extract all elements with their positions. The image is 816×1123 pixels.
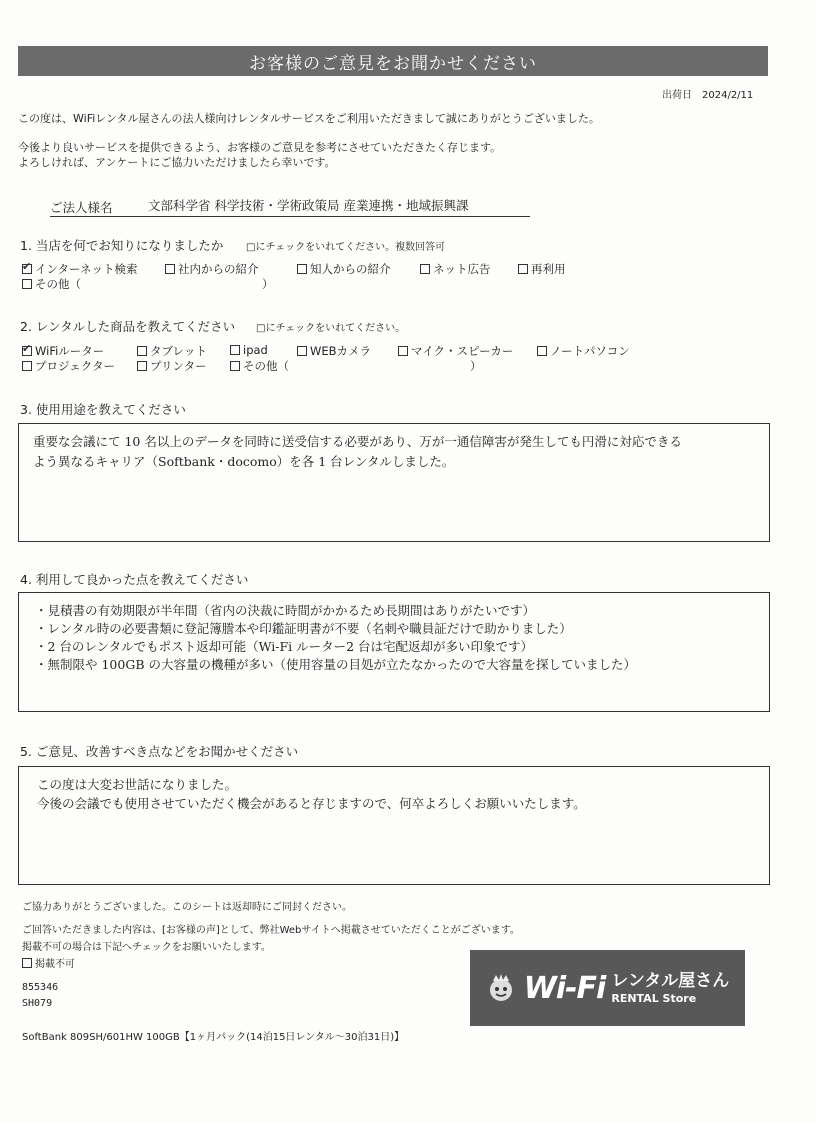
q1-option-reuse[interactable]: 再利用	[518, 261, 566, 277]
q2-option-mic-speaker[interactable]: マイク・スピーカー	[398, 343, 513, 359]
checkbox-icon	[22, 279, 32, 289]
ship-date: 出荷日 2024/2/11	[662, 90, 754, 101]
checkbox-icon	[420, 264, 430, 274]
checkbox-icon	[137, 361, 147, 371]
footer-thanks: ご協力ありがとうございました。このシートは返却時にご同封ください。	[22, 902, 352, 913]
q2-option-wifi-router[interactable]: ✔ WiFiルーター	[22, 342, 105, 358]
checkbox-checked-icon: ✔	[22, 260, 32, 273]
q1-option-friend-referral[interactable]: 知人からの紹介	[297, 261, 391, 277]
checkbox-icon	[230, 361, 240, 371]
refuse-publish-checkbox[interactable]: 掲載不可	[22, 955, 75, 970]
logo-en-text: RENTAL Store	[611, 991, 697, 1005]
q1-note: □にチェックをいれてください。複数回答可	[246, 242, 446, 253]
logo-wifi-text: Wi-Fi	[523, 970, 606, 1006]
q2-option-web-camera[interactable]: WEBカメラ	[297, 343, 371, 359]
q3-title: 3. 使用用途を教えてください	[20, 402, 186, 417]
checkbox-icon	[518, 264, 528, 274]
q2-option-printer[interactable]: プリンター	[137, 358, 207, 374]
checkbox-icon	[165, 264, 175, 274]
checkbox-icon	[297, 346, 307, 356]
corporate-name-value: 文部科学省 科学技術・学術政策局 産業連携・地域振興課	[148, 198, 469, 213]
q2-option-other[interactable]: その他（	[230, 358, 289, 374]
shop-code: SH079	[22, 998, 53, 1009]
q5-title: 5. ご意見、改善すべき点などをお聞かせください	[20, 744, 299, 759]
checkbox-icon	[398, 346, 408, 356]
q2-other-close: ）	[470, 359, 482, 373]
q3-answer-box[interactable]	[18, 423, 770, 542]
checkbox-icon	[22, 958, 32, 968]
intro-line-1: この度は、WiFiレンタル屋さんの法人様向けレンタルサービスをご利用いただきまして誠にありがとうございました。	[18, 112, 600, 125]
q3-answer-line-2: よう異なるキャリア（Softbank・docomo）を各 1 台レンタルしました。	[33, 454, 455, 469]
q1-option-internal-referral[interactable]: 社内からの紹介	[165, 261, 259, 277]
checkbox-icon	[22, 361, 32, 371]
q1-option-internet-search[interactable]: ✔ インターネット検索	[22, 260, 138, 276]
q2-title: 2. レンタルした商品を教えてください	[20, 319, 236, 334]
product-line: SoftBank 809SH/601HW 100GB【1ヶ月パック(14泊15日レンタル～30泊31日)】	[22, 1032, 405, 1043]
q1-option-other[interactable]: その他（	[22, 276, 81, 292]
logo-jp-text: レンタル屋さん	[611, 970, 730, 991]
corporate-name-field[interactable]	[50, 196, 530, 217]
form-title: お客様のご意見をお聞かせください	[18, 46, 768, 76]
q5-answer-line-1: この度は大変お世話になりました。	[37, 777, 238, 792]
intro-line-2: 今後より良いサービスを提供できるよう、お客様のご意見を参考にさせていただきたく存じます。	[18, 141, 502, 154]
checkbox-checked-icon: ✔	[22, 342, 32, 355]
footer-publish-refuse: 掲載不可の場合は下記へチェックをお願いいたします。	[22, 942, 271, 953]
q1-option-net-ad[interactable]: ネット広告	[420, 261, 491, 277]
q4-answer-box[interactable]	[18, 592, 770, 712]
q3-answer-line-1: 重要な会議にて 10 名以上のデータを同時に送受信する必要があり、万が一通信障害が発生しても円滑に対応できる	[33, 434, 682, 449]
checkbox-icon	[230, 345, 240, 355]
q5-answer-box[interactable]	[18, 766, 770, 885]
wifi-rental-store-logo	[470, 950, 745, 1026]
mascot-icon	[486, 973, 516, 1003]
q4-item: ・2 台のレンタルでもポスト返却可能（Wi-Fi ルーター2 台は宅配返却が多い印象です）	[35, 639, 534, 654]
q4-title: 4. 利用して良かった点を教えてください	[20, 572, 249, 587]
checkbox-icon	[537, 346, 547, 356]
q2-note: □にチェックをいれてください。	[256, 323, 406, 334]
order-code: 855346	[22, 982, 59, 993]
q5-answer-line-2: 今後の会議でも使用させていただく機会があると存じますので、何卒よろしくお願いいたします。	[37, 796, 586, 811]
q2-option-tablet[interactable]: タブレット	[137, 343, 207, 359]
q1-other-close: ）	[262, 277, 274, 291]
q4-item: ・見積書の有効期限が半年間（省内の決裁に時間がかかるため長期間はありがたいです）	[35, 603, 536, 618]
corporate-name-label: ご法人様名	[50, 200, 113, 215]
q2-option-ipad[interactable]: ipad	[230, 343, 268, 357]
q2-option-projector[interactable]: プロジェクター	[22, 358, 115, 374]
q1-title: 1. 当店を何でお知りになりましたか	[20, 238, 224, 253]
q2-option-laptop[interactable]: ノートパソコン	[537, 343, 630, 359]
checkbox-icon	[297, 264, 307, 274]
q4-item: ・無制限や 100GB の大容量の機種が多い（使用容量の目処が立たなかったので大容量を探していました）	[35, 657, 636, 672]
intro-line-3: よろしければ、アンケートにご協力いただけましたら幸いです。	[18, 156, 336, 169]
q4-item: ・レンタル時の必要書類に登記簿謄本や印鑑証明書が不要（名刺や職員証だけで助かりました）	[35, 621, 572, 636]
checkbox-icon	[137, 346, 147, 356]
footer-publish-note: ご回答いただきました内容は、[お客様の声]として、弊社Webサイトへ掲載させていただくことがございます。	[22, 925, 520, 936]
